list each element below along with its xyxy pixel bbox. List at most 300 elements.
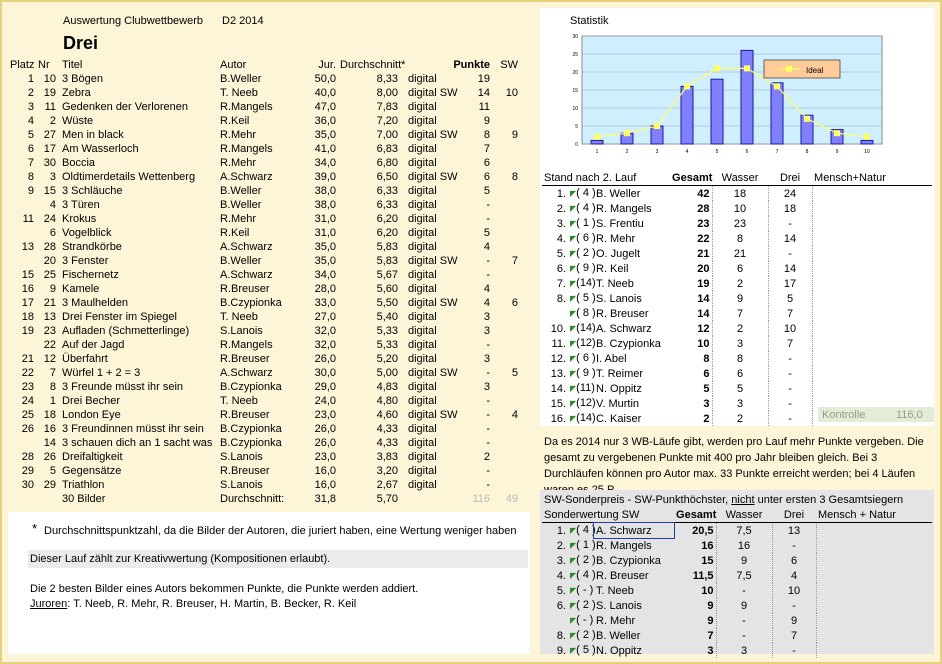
results-row[interactable]: [8, 226, 520, 240]
cell-autor: R.Mehr: [220, 213, 257, 225]
results-row[interactable]: [8, 464, 520, 478]
cell-mensch: [816, 643, 932, 658]
cell-platz: 8: [27, 171, 34, 183]
bar: [711, 79, 723, 144]
cell-prev-rank: [568, 306, 594, 321]
cell-drei: 4: [772, 568, 816, 583]
cell-schnitt: 6,50: [376, 171, 398, 183]
cell-jur: 35,0: [314, 255, 336, 267]
cell-titel: 3 Freunde müsst ihr sein: [62, 381, 184, 393]
sw-row[interactable]: [542, 613, 932, 628]
cell-drei: -: [768, 216, 812, 231]
cell-sw: [492, 268, 520, 282]
results-row[interactable]: [8, 366, 520, 380]
results-row[interactable]: [8, 422, 520, 436]
cell-titel: Vogelblick: [62, 227, 112, 239]
cell-sw: [492, 436, 520, 450]
cell-titel: Drei Becher: [62, 395, 121, 407]
cell-medium: digital: [408, 479, 437, 491]
cell-autor: B.Weller: [220, 185, 262, 197]
round-name: Drei: [63, 33, 99, 53]
cell-titel: 3 Fenster: [62, 255, 109, 267]
cell-mensch: [812, 351, 932, 366]
cell-nr: 4: [49, 199, 56, 211]
cell-wasser: 2: [712, 276, 768, 291]
cell-punkte: 6: [483, 157, 490, 169]
prev-rank-text: ( 2 ): [576, 554, 596, 566]
cell-rank: 7.: [556, 277, 566, 290]
cell-medium: digital SW: [408, 87, 458, 99]
cell-drei: 14: [768, 261, 812, 276]
comment-marker-icon: ◤: [570, 354, 577, 363]
cell-drei: 10: [772, 583, 816, 598]
cell-autor: T. Neeb: [220, 395, 258, 407]
cell-medium: digital: [408, 465, 437, 477]
prev-rank-text: (11): [576, 382, 595, 394]
cell-jur: 26,0: [314, 437, 336, 449]
sw-row[interactable]: [542, 568, 932, 583]
cell-autor: S.Lanois: [220, 325, 263, 337]
results-row[interactable]: [8, 114, 520, 128]
cell-jur: 31,0: [314, 213, 336, 225]
cell-mensch: [812, 291, 932, 306]
results-row[interactable]: [8, 128, 520, 142]
ideal-marker: [804, 116, 810, 122]
col-nr: Nr: [38, 59, 50, 71]
x-tick-label: 1: [595, 149, 599, 155]
x-tick-label: 2: [625, 149, 629, 155]
cell-prev-rank: [568, 553, 594, 568]
standings-row[interactable]: [542, 366, 932, 381]
cell-jur: 16,0: [314, 479, 336, 491]
cell-platz: [8, 226, 36, 240]
footnote-star: *: [32, 521, 38, 536]
x-tick-label: 3: [655, 149, 659, 155]
col-schnitt: Durchschnitt*: [340, 59, 406, 71]
cell-jur: 27,0: [314, 311, 336, 323]
cell-sw: [492, 394, 520, 408]
cell-schnitt: 8,00: [376, 87, 398, 99]
cell-mensch: [812, 336, 932, 351]
results-row[interactable]: [8, 240, 520, 254]
cell-sw: [492, 282, 520, 296]
standings-row[interactable]: [542, 306, 932, 321]
cell-schnitt: 5,60: [376, 283, 398, 295]
cell-jur: 32,0: [314, 325, 336, 337]
results-row[interactable]: [8, 478, 520, 492]
sw-title-a: SW-Sonderpreis - SW-Punkthöchster,: [544, 494, 732, 506]
cell-nr: 18: [43, 409, 56, 421]
standings-row[interactable]: [542, 186, 932, 202]
cell-autor: R.Breuser: [220, 465, 270, 477]
cell-titel: Boccia: [62, 157, 96, 169]
cell-rank: 10.: [550, 322, 566, 335]
prev-rank-text: ( 6 ): [576, 232, 596, 244]
cell-sw: [492, 212, 520, 226]
cell-schnitt: 5,33: [376, 325, 398, 337]
col-punkte: Punkte: [453, 59, 490, 71]
cell-nr: 3: [49, 171, 56, 183]
standings-row[interactable]: [542, 381, 932, 396]
cell-drei: -: [768, 381, 812, 396]
results-row[interactable]: [8, 254, 520, 268]
cell-mensch: [816, 613, 932, 628]
results-row[interactable]: [8, 156, 520, 170]
cell-schnitt: 5,83: [376, 255, 398, 267]
comment-marker-icon: ◤: [570, 399, 577, 408]
cell-titel: Gegensätze: [62, 465, 122, 477]
cell-prev-rank: [568, 201, 594, 216]
cell-mensch: [812, 381, 932, 396]
kontrolle-value: 116,0: [896, 409, 923, 421]
cell-schnitt: 5,50: [376, 297, 398, 309]
cell-schnitt: 5,33: [376, 339, 398, 351]
cell-sw: [492, 324, 520, 338]
cell-punkte: 6: [483, 171, 490, 183]
cell-punkte: 5: [483, 227, 490, 239]
cell-mensch: [812, 246, 932, 261]
cell-punkte: 3: [483, 381, 490, 393]
standings-row[interactable]: [542, 231, 932, 246]
cell-nr: 26: [43, 451, 56, 463]
cell-wasser: 9: [716, 553, 772, 568]
cell-wasser: 8: [712, 231, 768, 246]
cell-gesamt: 3: [703, 397, 710, 410]
cell-platz: 28: [21, 451, 34, 463]
standings-row[interactable]: [542, 246, 932, 261]
comment-marker-icon: ◤: [570, 294, 577, 303]
results-row[interactable]: [8, 296, 520, 310]
cell-jur: 29,0: [314, 381, 336, 393]
prev-rank-text: ( 9 ): [576, 367, 596, 379]
cell-punkte: 3: [483, 353, 490, 365]
standings-row[interactable]: [542, 291, 932, 306]
bar: [681, 86, 693, 144]
x-tick-label: 10: [864, 149, 870, 155]
cell-jur: 39,0: [314, 171, 336, 183]
cell-rank: 14.: [550, 382, 566, 395]
cell-jur: 40,0: [314, 87, 336, 99]
cell-medium: digital: [408, 283, 437, 295]
cell-sw: [492, 478, 520, 492]
cell-prev-rank: [568, 321, 594, 336]
cell-medium: digital: [408, 353, 437, 365]
standings-row[interactable]: [542, 276, 932, 291]
results-row[interactable]: [8, 450, 520, 464]
comment-marker-icon: ◤: [570, 601, 577, 610]
cell-rank: 12.: [550, 352, 566, 365]
results-row[interactable]: [8, 282, 520, 296]
cell-sw: [492, 184, 520, 198]
cell-medium: digital SW: [408, 129, 458, 141]
ideal-marker: [654, 123, 660, 129]
cell-sw: [492, 226, 520, 240]
results-row[interactable]: [8, 338, 520, 352]
cell-name: S. Lanois: [596, 292, 642, 305]
cell-platz: 6: [27, 143, 34, 155]
results-table: [8, 58, 520, 506]
comment-marker-icon: ◤: [570, 556, 577, 565]
cell-platz: [8, 254, 36, 268]
cell-medium: digital: [408, 143, 437, 155]
cell-punkte: 7: [483, 143, 490, 155]
cell-platz: 26: [21, 423, 34, 435]
standings-row[interactable]: [542, 201, 932, 216]
cell-nr: 17: [43, 143, 56, 155]
cell-rank: 4.: [556, 569, 566, 582]
comment-marker-icon: ◤: [570, 414, 577, 423]
cell-titel: Triathlon: [62, 479, 105, 491]
cell-mensch: [812, 276, 932, 291]
sw-row[interactable]: [542, 643, 932, 658]
standings-row[interactable]: [542, 321, 932, 336]
cell-mensch: [812, 366, 932, 381]
cell-name: R. Breuser: [596, 569, 649, 582]
cell-mensch: [816, 583, 932, 598]
standings-row[interactable]: [542, 351, 932, 366]
cell-wasser: 7: [712, 306, 768, 321]
sw-row[interactable]: [542, 538, 932, 553]
results-row[interactable]: [8, 184, 520, 198]
cell-medium: digital: [408, 395, 437, 407]
round-label: D2 2014: [222, 15, 264, 27]
cell-titel: Strandkörbe: [62, 241, 122, 253]
cell-punkte: -: [486, 255, 490, 267]
cell-autor: B.Weller: [220, 73, 262, 85]
sw-row[interactable]: [542, 553, 932, 568]
cell-gesamt: 14: [697, 292, 710, 305]
cell-gesamt: 14: [697, 307, 710, 320]
prev-rank-text: ( 5 ): [576, 644, 596, 656]
cell-autor: R.Mangels: [220, 101, 273, 113]
comment-marker-icon: ◤: [570, 384, 577, 393]
results-row[interactable]: [8, 324, 520, 338]
cell-schnitt: 2,67: [376, 479, 398, 491]
footer-punkte: 116: [472, 493, 490, 505]
cell-rank: 5.: [556, 247, 566, 260]
cell-rank: 16.: [550, 412, 566, 425]
sw-row[interactable]: [542, 598, 932, 613]
y-tick-label: 0: [575, 142, 578, 148]
x-tick-label: 5: [715, 149, 719, 155]
cell-rank: 2.: [556, 202, 566, 215]
cell-wasser: 2: [712, 321, 768, 336]
comment-marker-icon: ◤: [570, 309, 577, 318]
cell-autor: B.Czypionka: [220, 381, 282, 393]
col-platz: Platz: [10, 59, 35, 71]
cell-sw: [492, 450, 520, 464]
cell-drei: 17: [768, 276, 812, 291]
cell-punkte: -: [486, 199, 490, 211]
cell-nr: 20: [43, 255, 56, 267]
cell-platz: 16: [21, 283, 34, 295]
standings-row[interactable]: [542, 336, 932, 351]
cell-medium: digital: [408, 185, 437, 197]
cell-schnitt: 5,67: [376, 269, 398, 281]
cell-nr: 15: [43, 185, 56, 197]
cell-jur: 23,0: [314, 451, 336, 463]
cell-medium: digital: [408, 437, 437, 449]
results-row[interactable]: [8, 142, 520, 156]
cell-name: O. Jugelt: [596, 247, 641, 260]
cell-sw: [492, 422, 520, 436]
cell-platz: 25: [21, 409, 34, 421]
cell-drei: 14: [768, 231, 812, 246]
cell-wasser: 5: [712, 381, 768, 396]
cell-prev-rank: [568, 246, 594, 261]
cell-medium: digital: [408, 269, 437, 281]
cell-mensch: [812, 306, 932, 321]
info-paragraph: Da es 2014 nur 3 WB-Läufe gibt, werden pro Lauf mehr Punkte vergeben. Die gesamt zu vergebenen Punkte mit 400 pro Jahr bleiben gleich. Bei 3 Durchläufen können pro Autor max. 33 Punkte erreicht werden; bei 4 Läufen: [544, 436, 924, 480]
cell-titel: 3 schauen dich an 1 sacht was: [62, 437, 213, 449]
standings-col-mensch: Mensch+Natur: [814, 172, 886, 184]
sw-table: [542, 508, 932, 658]
results-row[interactable]: [8, 436, 520, 450]
legend-marker: [786, 66, 792, 72]
cell-mensch: [812, 231, 932, 246]
col-sw: SW: [500, 59, 518, 71]
standings-col-drei: Drei: [779, 172, 801, 184]
cell-jur: 30,0: [314, 367, 336, 379]
cell-punkte: 19: [477, 73, 490, 85]
cell-schnitt: 5,40: [376, 311, 398, 323]
cell-platz: 9: [27, 185, 34, 197]
results-row[interactable]: [8, 380, 520, 394]
cell-mensch: [812, 321, 932, 336]
cell-punkte: -: [486, 339, 490, 351]
cell-wasser: 21: [712, 246, 768, 261]
results-row[interactable]: [8, 100, 520, 114]
cell-medium: digital: [408, 199, 437, 211]
cell-schnitt: 7,20: [376, 115, 398, 127]
results-row[interactable]: [8, 86, 520, 100]
prev-rank-text: ( 4 ): [576, 524, 596, 536]
cell-drei: 9: [772, 613, 816, 628]
cell-gesamt: 16: [701, 539, 714, 552]
cell-wasser: 6: [712, 366, 768, 381]
cell-nr: 27: [43, 129, 56, 141]
comment-marker-icon: ◤: [570, 541, 577, 550]
cell-nr: 9: [49, 283, 56, 295]
results-row[interactable]: [8, 310, 520, 324]
cell-name: N. Oppitz: [596, 644, 642, 657]
standings-row[interactable]: [542, 261, 932, 276]
cell-schnitt: 5,00: [376, 367, 398, 379]
cell-titel: 3 Maulhelden: [62, 297, 129, 309]
cell-punkte: 5: [483, 185, 490, 197]
cell-prev-rank: [568, 523, 594, 539]
comment-marker-icon: ◤: [570, 279, 577, 288]
comment-marker-icon: ◤: [570, 249, 577, 258]
cell-gesamt: 10: [701, 584, 714, 597]
cell-mensch: [812, 261, 932, 276]
cell-platz: 24: [21, 395, 34, 407]
sw-row[interactable]: [542, 583, 932, 598]
cell-gesamt: 15: [701, 554, 714, 567]
sw-row[interactable]: [542, 523, 932, 539]
results-row[interactable]: [8, 170, 520, 184]
cell-name: B. Weller: [596, 629, 641, 642]
cell-drei: 6: [772, 553, 816, 568]
standings-row[interactable]: [542, 216, 932, 231]
cell-titel: 3 Freundinnen müsst ihr sein: [62, 423, 204, 435]
cell-schnitt: 4,33: [376, 423, 398, 435]
footer-label: Durchschnitt:: [220, 493, 285, 505]
cell-gesamt: 3: [707, 644, 714, 657]
cell-nr: 11: [44, 101, 56, 113]
cell-mensch: [812, 201, 932, 216]
x-tick-label: 8: [805, 149, 809, 155]
bar: [771, 83, 783, 144]
results-row[interactable]: [8, 198, 520, 212]
cell-rank: 3.: [556, 217, 566, 230]
cell-medium: digital: [408, 157, 437, 169]
prev-rank-text: ( 4 ): [576, 569, 596, 581]
cell-jur: 26,0: [314, 353, 336, 365]
cell-schnitt: 4,80: [376, 395, 398, 407]
results-row[interactable]: [8, 72, 520, 86]
results-row[interactable]: [8, 352, 520, 366]
cell-punkte: -: [486, 423, 490, 435]
cell-prev-rank: [568, 538, 594, 553]
cell-wasser: 18: [712, 186, 768, 202]
y-tick-label: 10: [572, 106, 578, 112]
sw-col-drei: Drei: [783, 509, 805, 521]
prev-rank-text: ( - ): [576, 614, 594, 626]
cell-sw: [492, 240, 520, 254]
cell-prev-rank: [568, 396, 594, 411]
cell-autor: R.Mangels: [220, 339, 273, 351]
prev-rank-text: ( 1 ): [576, 539, 596, 551]
cell-medium: digital: [408, 451, 437, 463]
cell-drei: 13: [772, 523, 816, 539]
cell-drei: -: [772, 598, 816, 613]
cell-schnitt: 6,33: [376, 185, 398, 197]
cell-schnitt: 7,00: [376, 129, 398, 141]
cell-jur: 34,0: [314, 269, 336, 281]
cell-gesamt: 8: [703, 352, 710, 365]
cell-prev-rank: [568, 411, 594, 426]
cell-platz: 30: [21, 479, 34, 491]
cell-titel: Men in black: [62, 129, 124, 141]
results-row[interactable]: [8, 408, 520, 422]
cell-titel: Krokus: [62, 213, 97, 225]
cell-titel: Gedenken der Verlorenen: [62, 101, 188, 113]
cell-autor: R.Breuser: [220, 353, 270, 365]
cell-rank: 1.: [556, 187, 566, 200]
cell-autor: S.Lanois: [220, 451, 263, 463]
cell-medium: digital: [408, 311, 437, 323]
cell-name: V. Murtin: [596, 397, 640, 410]
cell-drei: -: [768, 246, 812, 261]
cell-nr: 5: [49, 465, 56, 477]
cell-titel: Würfel 1 + 2 = 3: [62, 367, 141, 379]
cell-punkte: -: [486, 409, 490, 421]
comment-marker-icon: ◤: [570, 586, 577, 595]
prev-rank-text: (14): [576, 412, 596, 424]
kreativ-note: Dieser Lauf zählt zur Kreativwertung (Kompositionen erlaubt).: [30, 553, 331, 565]
results-row[interactable]: [8, 268, 520, 282]
standings-col-wasser: Wasser: [721, 172, 759, 184]
results-row[interactable]: [8, 212, 520, 226]
footer-bilder: 30 Bilder: [62, 493, 106, 505]
results-row[interactable]: [8, 394, 520, 408]
cell-nr: 10: [43, 73, 56, 85]
cell-autor: R.Mehr: [220, 129, 257, 141]
cell-autor: T. Neeb: [220, 87, 258, 99]
y-tick-label: 5: [575, 124, 578, 130]
sw-row[interactable]: [542, 628, 932, 643]
